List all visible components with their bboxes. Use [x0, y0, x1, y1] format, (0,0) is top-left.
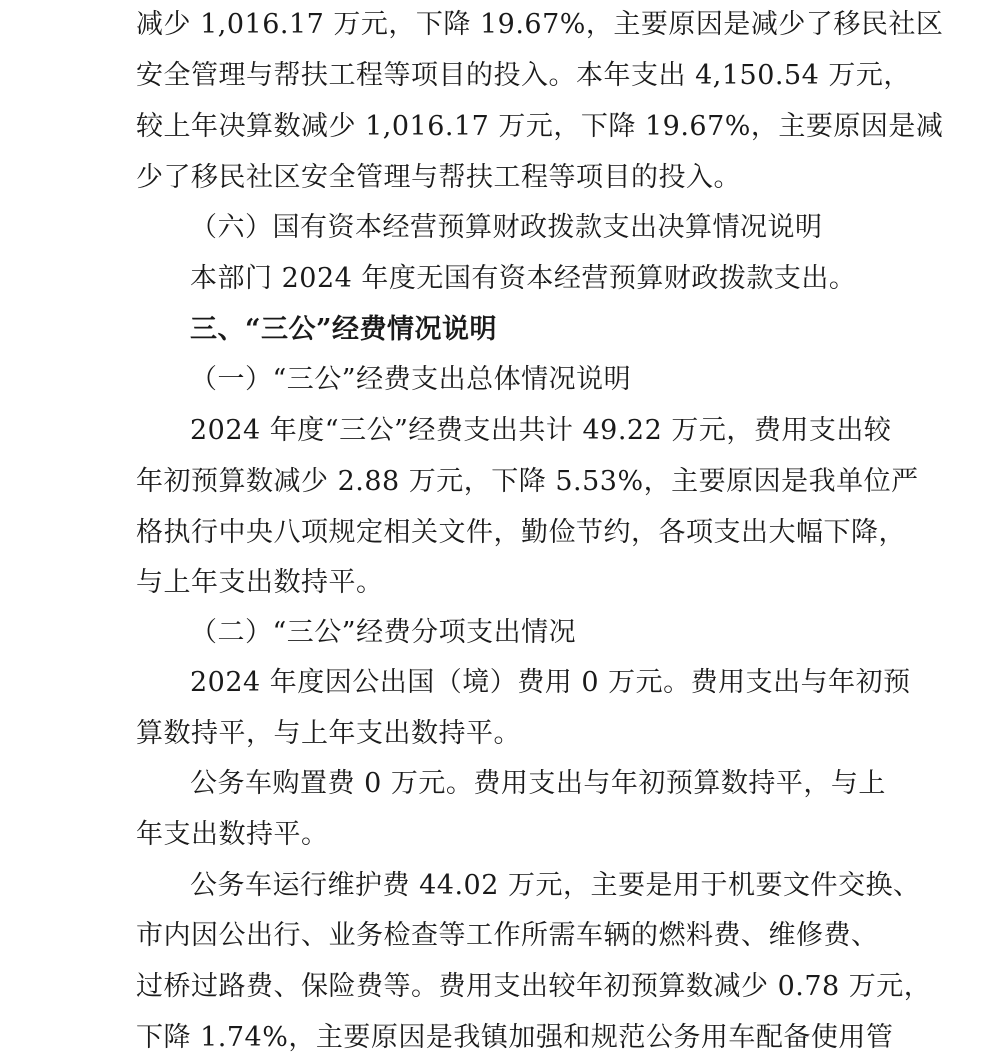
paragraph-line: 算数持平，与上年支出数持平。: [136, 718, 521, 749]
paragraph-line: 减少 1,016.17 万元，下降 19.67%，主要原因是减少了移民社区: [136, 9, 944, 40]
paragraph-line: 2024 年度因公出国（境）费用 0 万元。费用支出与年初预: [190, 667, 911, 698]
paragraph-line: 安全管理与帮扶工程等项目的投入。本年支出 4,150.54 万元，: [136, 60, 911, 91]
paragraph-line: 过桥过路费、保险费等。费用支出较年初预算数减少 0.78 万元，: [136, 971, 932, 1002]
paragraph-line: 年支出数持平。: [136, 819, 329, 850]
section-heading-1: （一）“三公”经费支出总体情况说明: [190, 364, 632, 395]
paragraph-line: 年初预算数减少 2.88 万元，下降 5.53%，主要原因是我单位严: [136, 466, 919, 497]
paragraph-line: 格执行中央八项规定相关文件，勤俭节约，各项支出大幅下降，: [136, 517, 906, 548]
paragraph-line: 下降 1.74%，主要原因是我镇加强和规范公务用车配备使用管: [136, 1022, 894, 1053]
paragraph-line: 较上年决算数减少 1,016.17 万元，下降 19.67%，主要原因是减: [136, 111, 944, 142]
section-heading-6: （六）国有资本经营预算财政拨款支出决算情况说明: [190, 212, 823, 243]
main-heading-3: 三、“三公”经费情况说明: [190, 314, 498, 345]
section-heading-2: （二）“三公”经费分项支出情况: [190, 617, 577, 648]
paragraph-line: 市内因公出行、业务检查等工作所需车辆的燃料费、维修费、: [136, 920, 879, 951]
paragraph-line: 本部门 2024 年度无国有资本经营预算财政拨款支出。: [190, 263, 857, 294]
paragraph-line: 2024 年度“三公”经费支出共计 49.22 万元，费用支出较: [190, 415, 892, 446]
paragraph-line: 与上年支出数持平。: [136, 567, 384, 598]
paragraph-line: 公务车运行维护费 44.02 万元，主要是用于机要文件交换、: [190, 870, 921, 901]
paragraph-line: 少了移民社区安全管理与帮扶工程等项目的投入。: [136, 162, 741, 193]
paragraph-line: 公务车购置费 0 万元。费用支出与年初预算数持平，与上: [190, 768, 886, 799]
